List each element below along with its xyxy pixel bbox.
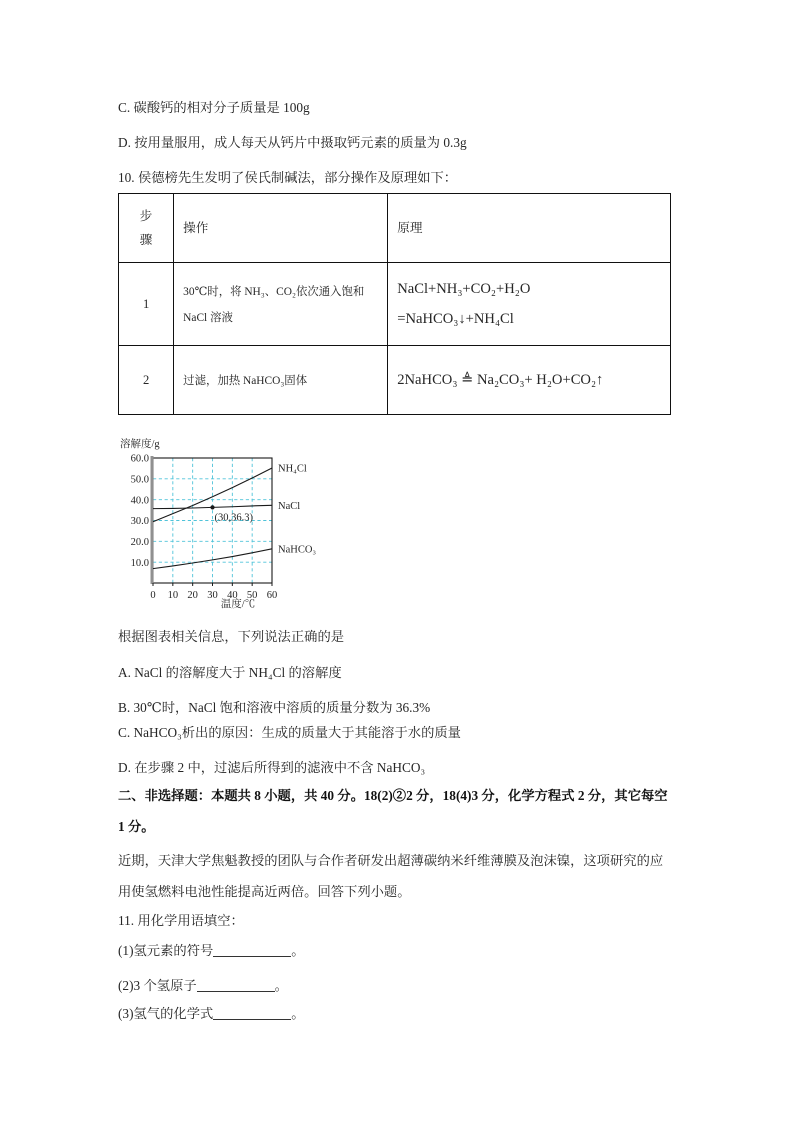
- svg-text:40: 40: [227, 590, 238, 601]
- cell-operation: [174, 346, 388, 415]
- question-11-item-1: [118, 940, 305, 959]
- option-c: C. NaHCO₃析出的原因：生成的质量大于其能溶于水的质量: [118, 725, 461, 740]
- cell-principle: [388, 263, 671, 346]
- svg-text:30: 30: [207, 590, 218, 601]
- question-11-item-3: [118, 1003, 305, 1022]
- q11-3-prefix: (3)氢气的化学式: [118, 1006, 214, 1021]
- option-a: A. NaCl 的溶解度大于 NH₄Cl 的溶解度: [118, 665, 342, 680]
- table-row: [119, 263, 671, 346]
- svg-text:20: 20: [187, 590, 198, 601]
- option-c-prev: C. 碳酸钙的相对分子质量是 100g: [118, 100, 310, 115]
- table-header-row: [119, 194, 671, 263]
- operation-line-2: NaCl 溶液: [183, 311, 233, 324]
- svg-text:60.0: 60.0: [130, 453, 149, 465]
- option-d-prev: D. 按用量服用，成人每天从钙片中摄取钙元素的质量为 0.3g: [118, 135, 467, 150]
- principle-equation-line-1: NaCl+NH₃+CO₂+H₂O: [397, 281, 531, 297]
- principle-equation-line-1: 2NaHCO₃ ≜ Na₂CO₃+ H₂O+CO₂↑: [397, 372, 604, 388]
- q11-2-suffix: 。: [274, 978, 288, 993]
- svg-text:40.0: 40.0: [130, 495, 149, 507]
- header-cell-operation: 操作: [174, 194, 388, 263]
- principle-equation-line-2: =NaHCO₃↓+NH₄Cl: [397, 311, 514, 327]
- svg-text:NH₄Cl: NH₄Cl: [278, 463, 307, 475]
- header-cell-principle: 原理: [388, 194, 671, 263]
- cell-step-number: 1: [119, 263, 174, 346]
- option-b: B. 30℃时，NaCl 饱和溶液中溶质的质量分数为 36.3%: [118, 700, 431, 715]
- q11-3-suffix: 。: [291, 1006, 305, 1021]
- header-step-label: 步骤: [139, 209, 153, 247]
- operation-text-a: 30℃时，将: [183, 285, 245, 298]
- question-10-stem: 10. 侯德榜先生发明了侯氏制碱法，部分操作及原理如下：: [118, 170, 458, 185]
- svg-text:20.0: 20.0: [130, 536, 149, 548]
- process-table: [118, 193, 671, 415]
- table-row: [119, 346, 671, 415]
- q11-1-prefix: (1)氢元素的符号: [118, 943, 214, 958]
- header-cell-step: [119, 194, 174, 263]
- chart-series-labels: [278, 464, 316, 556]
- answer-blank-3[interactable]: [213, 1006, 291, 1020]
- svg-text:0: 0: [150, 590, 156, 601]
- chart-y-tick-labels: [131, 454, 149, 569]
- question-11-item-2: [118, 975, 288, 994]
- operation-line-1: [183, 367, 378, 394]
- q11-1-suffix: 。: [291, 943, 305, 958]
- answer-blank-2[interactable]: [197, 978, 275, 992]
- operation-text-c: 依次通入饱和: [295, 285, 365, 298]
- operation-line-1: [183, 278, 378, 305]
- operation-text-c: 固体: [284, 374, 308, 387]
- chart-x-axis-title: 温度/℃: [220, 599, 256, 609]
- section-heading: 二、非选择题：本题共 8 小题，共 40 分。18(2)②2 分，18(4)3 分，化学方程式 2 分，其它每空 1 分。: [118, 788, 668, 834]
- operation-text-a: 过滤，加热: [183, 374, 243, 387]
- intro-paragraph: 近期，天津大学焦魁教授的团队与合作者研发出超薄碳纳米纤维薄膜及泡沫镍，这项研究的应用使氢燃料电池性能提高近两倍。回答下列小题。: [118, 853, 664, 899]
- chart-annotation-point: [210, 505, 253, 523]
- svg-text:(30,36.3): (30,36.3): [214, 512, 253, 524]
- question-11-stem: 11. 用化学用语填空：: [118, 913, 244, 928]
- svg-text:50: 50: [246, 590, 258, 601]
- solubility-curve-chart: [110, 437, 360, 609]
- operation-formula: NH₃、CO₂: [244, 285, 296, 298]
- chart-x-tick-labels: [150, 590, 277, 601]
- svg-text:NaCl: NaCl: [278, 500, 301, 512]
- svg-text:50.0: 50.0: [130, 474, 149, 486]
- svg-text:60: 60: [266, 590, 278, 601]
- svg-text:30.0: 30.0: [130, 516, 149, 528]
- svg-text:10: 10: [167, 590, 179, 601]
- q11-2-prefix: (2)3 个氢原子: [118, 978, 197, 993]
- cell-principle: [388, 346, 671, 415]
- chart-question-stem: 根据图表相关信息，下列说法正确的是: [118, 629, 345, 644]
- cell-step-number: 2: [119, 346, 174, 415]
- operation-formula: NaHCO₃: [242, 374, 285, 387]
- chart-y-axis-title: 溶解度/g: [120, 439, 160, 450]
- svg-text:10.0: 10.0: [130, 557, 149, 569]
- option-d: D. 在步骤 2 中，过滤后所得到的滤液中不含 NaHCO₃: [118, 760, 426, 775]
- svg-text:NaHCO₃: NaHCO₃: [278, 544, 317, 556]
- cell-operation: [174, 263, 388, 346]
- answer-blank-1[interactable]: [213, 943, 291, 957]
